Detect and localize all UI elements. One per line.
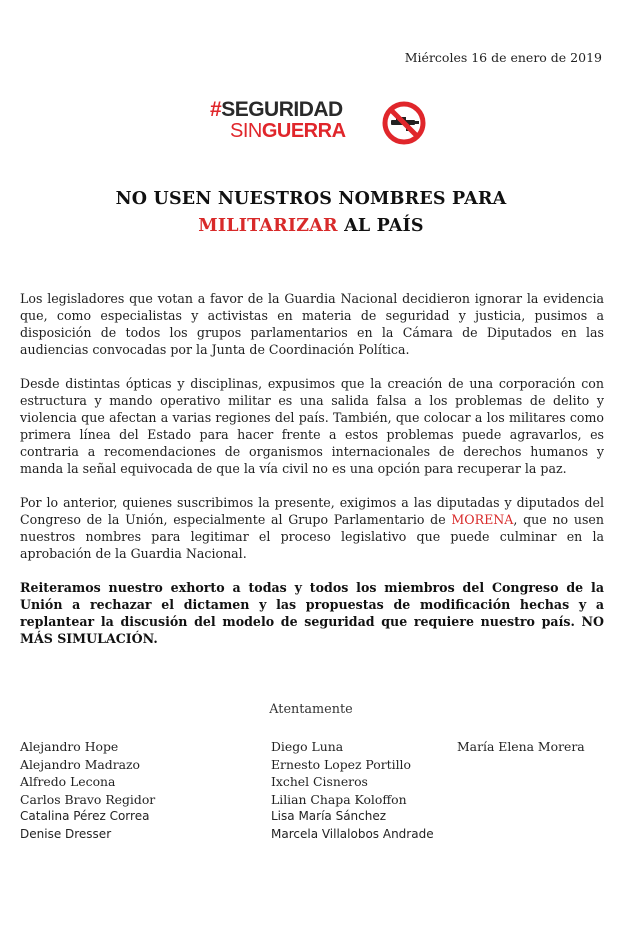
headline-al-pais: AL PAÍS <box>337 216 424 236</box>
no-weapon-icon <box>382 101 426 145</box>
signatory-name: Ernesto Lopez Portillo <box>271 756 411 772</box>
signatory-name: Alejandro Hope <box>20 739 119 754</box>
logo-line-2 <box>230 120 346 143</box>
signatory-name: María Elena Morera <box>457 739 585 754</box>
signatory-name: Lilian Chapa Koloffon <box>271 791 407 807</box>
logo-line-1 <box>210 98 343 122</box>
letter-body <box>20 290 604 664</box>
seguridad-sin-guerra-logo <box>210 98 430 150</box>
signatory-name: Lisa María Sánchez <box>271 809 387 823</box>
paragraph-3-start: Por lo anterior, quienes suscribimos la presente, exigimos a las diputadas y diputados del Congreso de la Unión, especialmente al Grupo Parlamentario de <box>20 495 604 527</box>
paragraph-1: Los legisladores que votan a favor de la Guardia Nacional decidieron ignorar la evidencia que, como especialistas y activistas en materia de seguridad y justicia, pusimos a disposición de todos los grupos parlamentarios en la Cámara de Diputados en las audiencias convocadas por la Junta de Coordinación Política. <box>20 291 604 357</box>
logo-hash: # <box>210 98 222 121</box>
signatory-name: Carlos Bravo Regidor <box>20 791 156 807</box>
signatory-name: Alejandro Madrazo <box>20 756 141 772</box>
paragraph-3 <box>20 494 604 562</box>
logo-word-guerra: GUERRA <box>261 120 346 142</box>
signatory-name: Catalina Pérez Correa <box>20 809 150 823</box>
signatory-name: Alfredo Lecona <box>20 774 116 789</box>
signatory-name: Ixchel Cisneros <box>271 774 368 789</box>
signatory-name: Diego Luna <box>271 739 344 754</box>
paragraph-3-end: , que no usen nuestros nombres para legitimar el proceso legislativo que puede culminar en la aprobación de la Guardia Nacional. <box>20 512 604 561</box>
signatures-column-3 <box>457 738 585 756</box>
headline-line-1: NO USEN NUESTROS NOMBRES PARA <box>115 189 507 209</box>
paragraph-2: Desde distintas ópticas y disciplinas, expusimos que la creación de una corporación con estructura y mando operativo militar es una salida falsa a los problemas de delito y violencia que afectan a varias regiones del país. También, que colocar a los militares como primera línea del Estado para hacer frente a estos problemas puede agravarlos, es contraria a recomendaciones de organismos internacionales de derechos humanos y manda la señal equivocada de que la vía civil no es una opción para recuperar la paz. <box>20 376 604 476</box>
signatures-column-2 <box>271 738 434 843</box>
headline-militarizar: MILITARIZAR <box>198 216 338 236</box>
signatures-column-1 <box>20 738 155 843</box>
logo-word-sin: SIN <box>230 120 262 142</box>
exhortation-paragraph: Reiteramos nuestro exhorto a todas y todos los miembros del Congreso de la Unión a rechazar el dictamen y las propuestas de modificación hechas y a replantear la discusión del modelo de seguridad que requiere nuestro país. NO MÁS SIMULACIÓN. <box>20 580 604 646</box>
headline <box>0 186 622 240</box>
logo-word-seguridad: SEGURIDAD <box>221 98 343 121</box>
morena-highlight: MORENA <box>451 512 514 527</box>
signatory-name: Marcela Villalobos Andrade <box>271 826 434 841</box>
date-line: Miércoles 16 de enero de 2019 <box>404 50 602 65</box>
signatory-name: Denise Dresser <box>20 826 112 841</box>
headline-line-2 <box>0 213 622 240</box>
signoff-label: Atentamente <box>269 702 353 717</box>
